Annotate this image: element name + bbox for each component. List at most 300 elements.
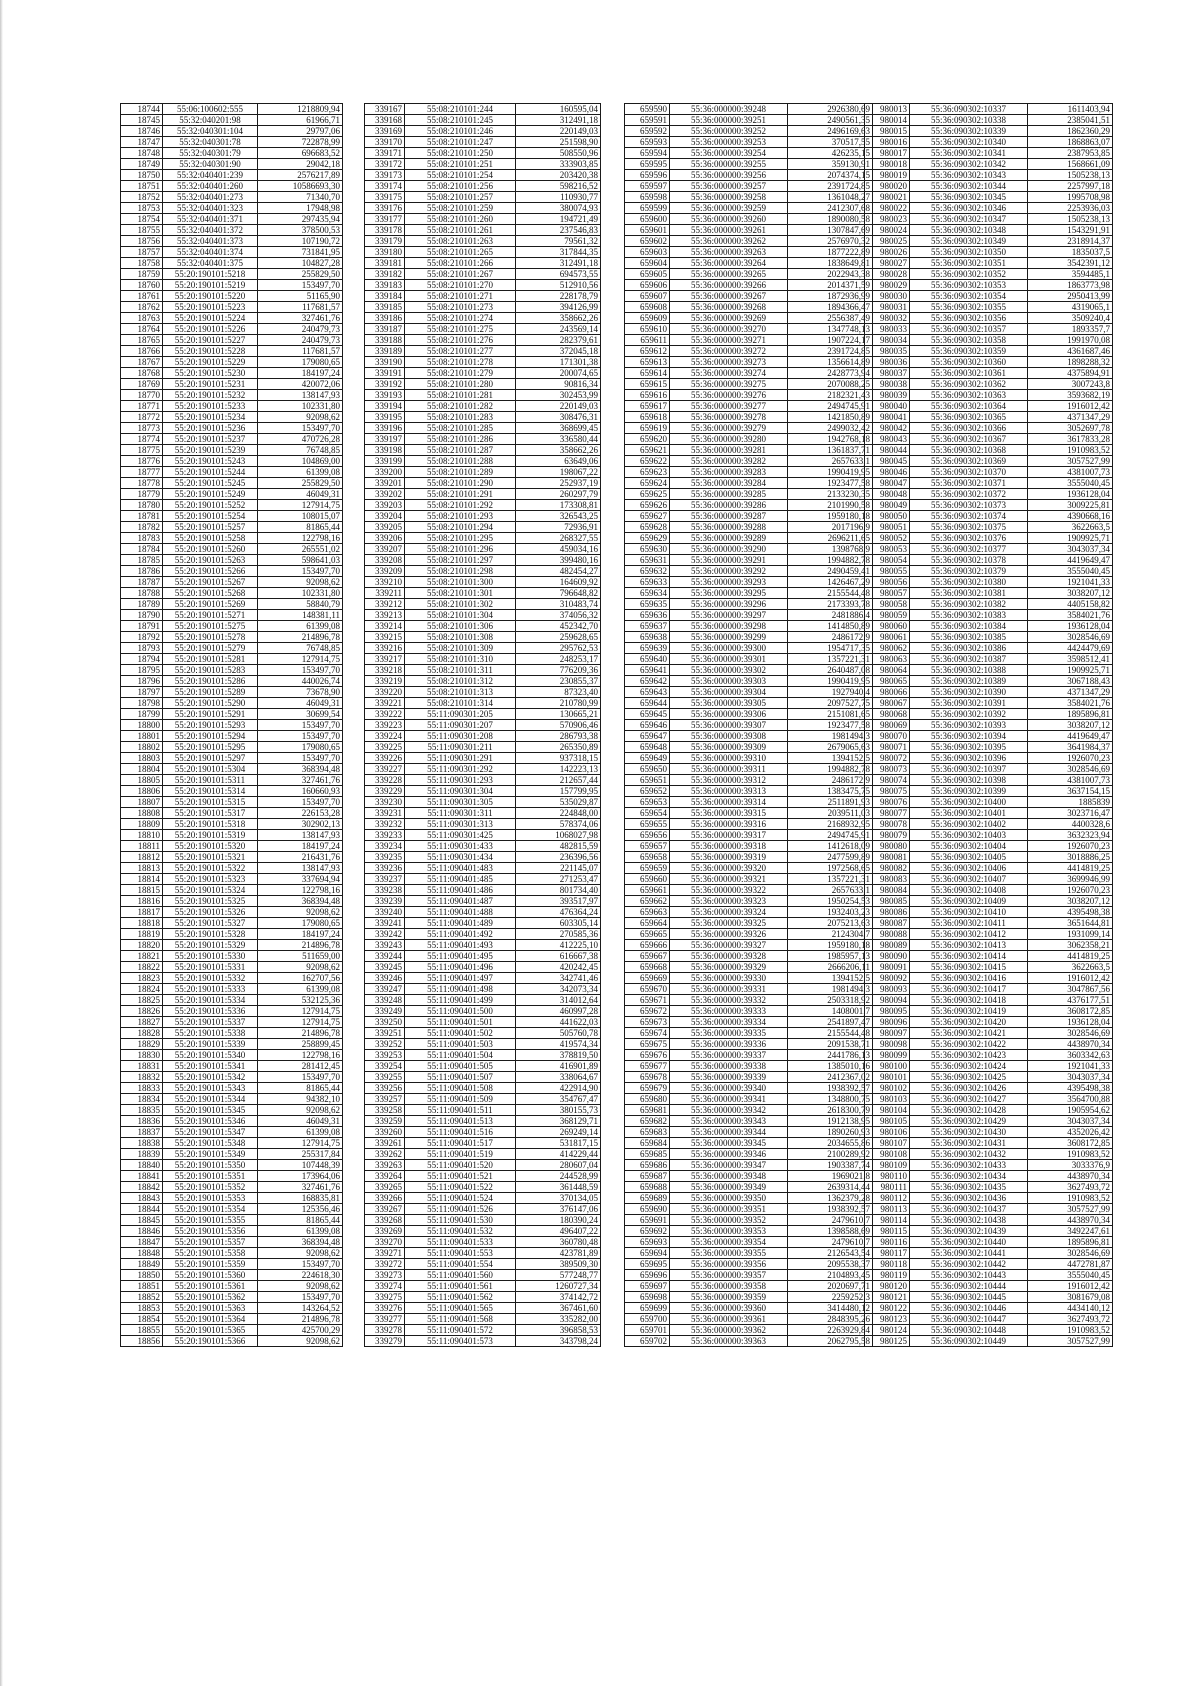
table-row xyxy=(121,665,343,676)
row-number: 980014 xyxy=(865,115,910,126)
cadastral-number: 55:36:000000:39304 xyxy=(670,687,788,698)
table-row xyxy=(865,1116,1113,1127)
table-row xyxy=(625,1193,873,1204)
cadastral-number: 55:20:190101:5220 xyxy=(163,291,258,302)
cadastral-value: 162707,56 xyxy=(258,973,343,984)
table-row xyxy=(625,192,873,203)
cadastral-value: 2486172,9 xyxy=(788,775,873,786)
cadastral-number: 55:20:190101:5325 xyxy=(163,896,258,907)
cadastral-number: 55:36:090302:10376 xyxy=(910,533,1028,544)
cadastral-number: 55:08:210101:250 xyxy=(405,148,516,159)
table-row xyxy=(121,280,343,291)
row-number: 980023 xyxy=(865,214,910,225)
cadastral-number: 55:08:210101:271 xyxy=(405,291,516,302)
table-row xyxy=(365,412,601,423)
cadastral-number: 55:11:090401:509 xyxy=(405,1094,516,1105)
cadastral-value: 374142,72 xyxy=(516,1292,601,1303)
row-number: 659676 xyxy=(625,1050,670,1061)
cadastral-value: 3584021,76 xyxy=(1028,698,1113,709)
cadastral-value: 396858,53 xyxy=(516,1325,601,1336)
table-row xyxy=(121,423,343,434)
cadastral-number: 55:36:090302:10418 xyxy=(910,995,1028,1006)
row-number: 18815 xyxy=(121,885,163,896)
row-number: 659699 xyxy=(625,1303,670,1314)
cadastral-value: 153497,70 xyxy=(258,1292,343,1303)
row-number: 980052 xyxy=(865,533,910,544)
cadastral-value: 1348800,75 xyxy=(788,1094,873,1105)
table-row xyxy=(365,1072,601,1083)
table-row xyxy=(365,643,601,654)
table-row xyxy=(625,874,873,885)
cadastral-number: 55:20:190101:5229 xyxy=(163,357,258,368)
cadastral-value: 3584021,76 xyxy=(1028,610,1113,621)
cadastral-number: 55:20:190101:5233 xyxy=(163,401,258,412)
cadastral-value: 92098,62 xyxy=(258,1281,343,1292)
cadastral-number: 55:36:000000:39345 xyxy=(670,1138,788,1149)
cadastral-value: 153497,70 xyxy=(258,1072,343,1083)
table-row xyxy=(625,456,873,467)
cadastral-value: 378500,53 xyxy=(258,225,343,236)
cadastral-value: 2253936,03 xyxy=(1028,203,1113,214)
row-number: 659665 xyxy=(625,929,670,940)
cadastral-value: 1872936,99 xyxy=(788,291,873,302)
row-number: 339215 xyxy=(365,632,405,643)
table-row xyxy=(365,610,601,621)
cadastral-value: 122798,16 xyxy=(258,1050,343,1061)
row-number: 339226 xyxy=(365,753,405,764)
cadastral-number: 55:20:190101:5363 xyxy=(163,1303,258,1314)
cadastral-value: 399480,16 xyxy=(516,555,601,566)
table-row xyxy=(625,203,873,214)
cadastral-value: 4319065,1 xyxy=(1028,302,1113,313)
cadastral-value: 2679065,63 xyxy=(788,742,873,753)
table-row xyxy=(121,324,343,335)
row-number: 18813 xyxy=(121,863,163,874)
table-row xyxy=(865,1248,1113,1259)
cadastral-value: 441622,03 xyxy=(516,1017,601,1028)
row-number: 659633 xyxy=(625,577,670,588)
cadastral-number: 55:08:210101:293 xyxy=(405,511,516,522)
table-row xyxy=(365,918,601,929)
table-row xyxy=(865,566,1113,577)
table-row xyxy=(121,544,343,555)
row-number: 980062 xyxy=(865,643,910,654)
row-number: 18801 xyxy=(121,731,163,742)
cadastral-value: 102331,80 xyxy=(258,588,343,599)
cadastral-value: 160595,04 xyxy=(516,104,601,115)
cadastral-value: 3007243,8 xyxy=(1028,379,1113,390)
cadastral-value: 1877222,89 xyxy=(788,247,873,258)
cadastral-number: 55:36:090302:10383 xyxy=(910,610,1028,621)
table-row xyxy=(865,808,1113,819)
table-row xyxy=(865,1314,1113,1325)
cadastral-number: 55:08:210101:290 xyxy=(405,478,516,489)
cadastral-value: 259628,65 xyxy=(516,632,601,643)
row-number: 18841 xyxy=(121,1171,163,1182)
cadastral-number: 55:36:090302:10348 xyxy=(910,225,1028,236)
cadastral-number: 55:08:210101:294 xyxy=(405,522,516,533)
cadastral-value: 248253,17 xyxy=(516,654,601,665)
cadastral-number: 55:36:000000:39263 xyxy=(670,247,788,258)
table-row xyxy=(625,104,873,115)
cadastral-value: 4405158,82 xyxy=(1028,599,1113,610)
cadastral-number: 55:36:090302:10381 xyxy=(910,588,1028,599)
cadastral-value: 1361048,27 xyxy=(788,192,873,203)
cadastral-number: 55:11:090301:433 xyxy=(405,841,516,852)
row-number: 339244 xyxy=(365,951,405,962)
table-row xyxy=(365,434,601,445)
row-number: 339190 xyxy=(365,357,405,368)
table-row xyxy=(625,1116,873,1127)
cadastral-number: 55:08:210101:295 xyxy=(405,533,516,544)
cadastral-number: 55:20:190101:5320 xyxy=(163,841,258,852)
cadastral-value: 425700,29 xyxy=(258,1325,343,1336)
table-row xyxy=(625,929,873,940)
row-number: 339254 xyxy=(365,1061,405,1072)
cadastral-number: 55:36:000000:39362 xyxy=(670,1325,788,1336)
table-row xyxy=(625,1171,873,1182)
row-number: 18824 xyxy=(121,984,163,995)
cadastral-value: 1926070,23 xyxy=(1028,753,1113,764)
table-row xyxy=(865,1028,1113,1039)
cadastral-value: 110930,77 xyxy=(516,192,601,203)
cadastral-number: 55:36:000000:39290 xyxy=(670,544,788,555)
cadastral-number: 55:08:210101:244 xyxy=(405,104,516,115)
table-row xyxy=(625,170,873,181)
cadastral-value: 531817,15 xyxy=(516,1138,601,1149)
table-row xyxy=(865,522,1113,533)
cadastral-value: 327461,76 xyxy=(258,775,343,786)
table-row xyxy=(121,610,343,621)
row-number: 18796 xyxy=(121,676,163,687)
cadastral-value: 3627493,72 xyxy=(1028,1314,1113,1325)
row-number: 659635 xyxy=(625,599,670,610)
table-row xyxy=(121,984,343,995)
cadastral-number: 55:36:000000:39346 xyxy=(670,1149,788,1160)
cadastral-value: 1905954,62 xyxy=(1028,1105,1113,1116)
row-number: 980108 xyxy=(865,1149,910,1160)
table-row xyxy=(365,1127,601,1138)
cadastral-number: 55:20:190101:5232 xyxy=(163,390,258,401)
cadastral-number: 55:36:090302:10365 xyxy=(910,412,1028,423)
row-number: 980086 xyxy=(865,907,910,918)
row-number: 18763 xyxy=(121,313,163,324)
cadastral-value: 452342,70 xyxy=(516,621,601,632)
cadastral-value: 153497,70 xyxy=(258,720,343,731)
cadastral-value: 1938392,57 xyxy=(788,1083,873,1094)
cadastral-number: 55:11:090301:425 xyxy=(405,830,516,841)
row-number: 18825 xyxy=(121,995,163,1006)
table-row xyxy=(865,1237,1113,1248)
cadastral-number: 55:36:000000:39261 xyxy=(670,225,788,236)
row-number: 339266 xyxy=(365,1193,405,1204)
cadastral-number: 55:11:090301:305 xyxy=(405,797,516,808)
cadastral-value: 1994882,78 xyxy=(788,555,873,566)
row-number: 18757 xyxy=(121,247,163,258)
row-number: 980054 xyxy=(865,555,910,566)
cadastral-number: 55:36:090302:10399 xyxy=(910,786,1028,797)
cadastral-value: 2428773,94 xyxy=(788,368,873,379)
row-number: 339174 xyxy=(365,181,405,192)
cadastral-number: 55:08:210101:291 xyxy=(405,489,516,500)
cadastral-number: 55:36:000000:39352 xyxy=(670,1215,788,1226)
cadastral-number: 55:08:210101:246 xyxy=(405,126,516,137)
table-row xyxy=(365,368,601,379)
table-row xyxy=(625,577,873,588)
cadastral-value: 1916012,42 xyxy=(1028,973,1113,984)
row-number: 980121 xyxy=(865,1292,910,1303)
row-number: 18840 xyxy=(121,1160,163,1171)
cadastral-number: 55:36:000000:39276 xyxy=(670,390,788,401)
cadastral-value: 76748,85 xyxy=(258,445,343,456)
cadastral-value: 3038207,12 xyxy=(1028,588,1113,599)
row-number: 339272 xyxy=(365,1259,405,1270)
table-row xyxy=(365,1083,601,1094)
table-row xyxy=(121,291,343,302)
table-row xyxy=(365,126,601,137)
row-number: 659673 xyxy=(625,1017,670,1028)
table-row xyxy=(625,1061,873,1072)
cadastral-value: 236396,56 xyxy=(516,852,601,863)
cadastral-number: 55:11:090301:311 xyxy=(405,808,516,819)
cadastral-value: 2100289,92 xyxy=(788,1149,873,1160)
cadastral-value: 81865,44 xyxy=(258,1083,343,1094)
table-row xyxy=(865,555,1113,566)
table-row xyxy=(865,797,1113,808)
cadastral-value: 3052697,78 xyxy=(1028,423,1113,434)
cadastral-value: 153497,70 xyxy=(258,753,343,764)
cadastral-number: 55:11:090301:313 xyxy=(405,819,516,830)
row-number: 659649 xyxy=(625,753,670,764)
row-number: 980015 xyxy=(865,126,910,137)
cadastral-value: 3414480,12 xyxy=(788,1303,873,1314)
cadastral-number: 55:36:000000:39333 xyxy=(670,1006,788,1017)
row-number: 980116 xyxy=(865,1237,910,1248)
table-row xyxy=(121,1171,343,1182)
cadastral-value: 1893357,7 xyxy=(1028,324,1113,335)
cadastral-number: 55:08:210101:298 xyxy=(405,566,516,577)
row-number: 18792 xyxy=(121,632,163,643)
cadastral-number: 55:08:210101:257 xyxy=(405,192,516,203)
cadastral-value: 3038207,12 xyxy=(1028,720,1113,731)
table-row xyxy=(625,181,873,192)
cadastral-value: 117681,57 xyxy=(258,346,343,357)
cadastral-number: 55:36:090302:10402 xyxy=(910,819,1028,830)
table-row xyxy=(121,489,343,500)
cadastral-number: 55:36:000000:39270 xyxy=(670,324,788,335)
row-number: 980020 xyxy=(865,181,910,192)
table-row xyxy=(865,544,1113,555)
cadastral-value: 224618,30 xyxy=(258,1270,343,1281)
cadastral-number: 55:20:190101:5291 xyxy=(163,709,258,720)
row-number: 18827 xyxy=(121,1017,163,1028)
cadastral-number: 55:36:090302:10357 xyxy=(910,324,1028,335)
cadastral-value: 46049,31 xyxy=(258,698,343,709)
cadastral-number: 55:20:190101:5271 xyxy=(163,610,258,621)
cadastral-number: 55:08:210101:263 xyxy=(405,236,516,247)
table-row xyxy=(625,346,873,357)
table-row xyxy=(121,126,343,137)
row-number: 659639 xyxy=(625,643,670,654)
table-row xyxy=(121,1006,343,1017)
table-row xyxy=(865,170,1113,181)
cadastral-value: 3608172,85 xyxy=(1028,1138,1113,1149)
row-number: 980051 xyxy=(865,522,910,533)
cadastral-value: 1926070,23 xyxy=(1028,885,1113,896)
cadastral-value: 4438970,34 xyxy=(1028,1171,1113,1182)
cadastral-number: 55:36:000000:39265 xyxy=(670,269,788,280)
row-number: 18831 xyxy=(121,1061,163,1072)
table-row xyxy=(121,368,343,379)
cadastral-number: 55:11:090401:554 xyxy=(405,1259,516,1270)
cadastral-number: 55:20:190101:5315 xyxy=(163,797,258,808)
cadastral-number: 55:20:190101:5347 xyxy=(163,1127,258,1138)
cadastral-value: 214896,78 xyxy=(258,940,343,951)
cadastral-number: 55:36:000000:39305 xyxy=(670,698,788,709)
cadastral-value: 1414850,89 xyxy=(788,621,873,632)
cadastral-number: 55:11:090301:208 xyxy=(405,731,516,742)
row-number: 980125 xyxy=(865,1336,910,1347)
table-row xyxy=(865,1215,1113,1226)
row-number: 980113 xyxy=(865,1204,910,1215)
row-number: 980055 xyxy=(865,566,910,577)
cadastral-value: 198067,22 xyxy=(516,467,601,478)
cadastral-value: 138147,93 xyxy=(258,863,343,874)
cadastral-number: 55:36:090302:10352 xyxy=(910,269,1028,280)
row-number: 18818 xyxy=(121,918,163,929)
cadastral-value: 2556387,49 xyxy=(788,313,873,324)
cadastral-value: 2848395,26 xyxy=(788,1314,873,1325)
row-number: 659674 xyxy=(625,1028,670,1039)
table-row xyxy=(865,390,1113,401)
cadastral-value: 153497,70 xyxy=(258,566,343,577)
table-row xyxy=(625,599,873,610)
row-number: 18756 xyxy=(121,236,163,247)
cadastral-number: 55:20:190101:5342 xyxy=(163,1072,258,1083)
cadastral-number: 55:36:090302:10437 xyxy=(910,1204,1028,1215)
cadastral-number: 55:20:190101:5349 xyxy=(163,1149,258,1160)
cadastral-number: 55:36:090302:10368 xyxy=(910,445,1028,456)
table-row xyxy=(121,1083,343,1094)
cadastral-value: 79561,32 xyxy=(516,236,601,247)
cadastral-value: 1903387,74 xyxy=(788,1160,873,1171)
cadastral-value: 336580,44 xyxy=(516,434,601,445)
table-row xyxy=(625,412,873,423)
table-row xyxy=(625,445,873,456)
cadastral-number: 55:08:210101:277 xyxy=(405,346,516,357)
table-row xyxy=(865,225,1113,236)
cadastral-value: 1835037,5 xyxy=(1028,247,1113,258)
table-row xyxy=(865,984,1113,995)
cadastral-number: 55:36:090302:10447 xyxy=(910,1314,1028,1325)
cadastral-value: 61399,08 xyxy=(258,1226,343,1237)
row-number: 339256 xyxy=(365,1083,405,1094)
cadastral-number: 55:36:090302:10448 xyxy=(910,1325,1028,1336)
cadastral-number: 55:11:090401:486 xyxy=(405,885,516,896)
table-row xyxy=(625,115,873,126)
register-table-3-body xyxy=(625,104,873,1347)
table-row xyxy=(121,698,343,709)
cadastral-number: 55:08:210101:302 xyxy=(405,599,516,610)
cadastral-number: 55:20:190101:5239 xyxy=(163,445,258,456)
cadastral-value: 393517,97 xyxy=(516,896,601,907)
row-number: 659599 xyxy=(625,203,670,214)
table-row xyxy=(365,445,601,456)
table-row xyxy=(365,863,601,874)
cadastral-value: 179080,65 xyxy=(258,918,343,929)
cadastral-value: 3598512,41 xyxy=(1028,654,1113,665)
table-row xyxy=(865,951,1113,962)
row-number: 18761 xyxy=(121,291,163,302)
row-number: 339258 xyxy=(365,1105,405,1116)
table-row xyxy=(121,1061,343,1072)
cadastral-number: 55:11:090301:304 xyxy=(405,786,516,797)
row-number: 980056 xyxy=(865,577,910,588)
table-row xyxy=(625,764,873,775)
row-number: 339224 xyxy=(365,731,405,742)
cadastral-number: 55:36:090302:10430 xyxy=(910,1127,1028,1138)
table-row xyxy=(625,236,873,247)
cadastral-number: 55:36:090302:10440 xyxy=(910,1237,1028,1248)
cadastral-value: 512910,56 xyxy=(516,280,601,291)
cadastral-number: 55:08:210101:310 xyxy=(405,654,516,665)
cadastral-value: 214896,78 xyxy=(258,1314,343,1325)
table-row xyxy=(121,1325,343,1336)
row-number: 659607 xyxy=(625,291,670,302)
cadastral-value: 179080,65 xyxy=(258,742,343,753)
cadastral-number: 55:20:190101:5358 xyxy=(163,1248,258,1259)
cadastral-number: 55:36:000000:39319 xyxy=(670,852,788,863)
table-row xyxy=(365,588,601,599)
row-number: 339267 xyxy=(365,1204,405,1215)
cadastral-value: 327461,76 xyxy=(258,313,343,324)
cadastral-number: 55:36:000000:39286 xyxy=(670,500,788,511)
table-row xyxy=(365,544,601,555)
table-row xyxy=(625,687,873,698)
cadastral-number: 55:20:190101:5283 xyxy=(163,665,258,676)
cadastral-number: 55:08:210101:309 xyxy=(405,643,516,654)
row-number: 980044 xyxy=(865,445,910,456)
table-row xyxy=(625,896,873,907)
cadastral-value: 92098,62 xyxy=(258,1105,343,1116)
table-row xyxy=(365,511,601,522)
table-row xyxy=(121,852,343,863)
cadastral-number: 55:20:190101:5293 xyxy=(163,720,258,731)
row-number: 18809 xyxy=(121,819,163,830)
row-number: 659603 xyxy=(625,247,670,258)
cadastral-number: 55:20:190101:5360 xyxy=(163,1270,258,1281)
cadastral-value: 578374,06 xyxy=(516,819,601,830)
table-row xyxy=(365,247,601,258)
cadastral-number: 55:20:190101:5328 xyxy=(163,929,258,940)
row-number: 339169 xyxy=(365,126,405,137)
row-number: 980096 xyxy=(865,1017,910,1028)
cadastral-value: 1362379,28 xyxy=(788,1193,873,1204)
table-row xyxy=(865,742,1113,753)
cadastral-value: 4434140,12 xyxy=(1028,1303,1113,1314)
row-number: 339199 xyxy=(365,456,405,467)
cadastral-number: 55:11:090401:533 xyxy=(405,1237,516,1248)
cadastral-number: 55:11:090401:485 xyxy=(405,874,516,885)
cadastral-number: 55:36:090302:10386 xyxy=(910,643,1028,654)
row-number: 18835 xyxy=(121,1105,163,1116)
table-row xyxy=(625,357,873,368)
table-row xyxy=(865,1039,1113,1050)
cadastral-value: 1357221,31 xyxy=(788,654,873,665)
cadastral-number: 55:36:000000:39296 xyxy=(670,599,788,610)
cadastral-number: 55:36:000000:39322 xyxy=(670,885,788,896)
cadastral-number: 55:11:090401:532 xyxy=(405,1226,516,1237)
